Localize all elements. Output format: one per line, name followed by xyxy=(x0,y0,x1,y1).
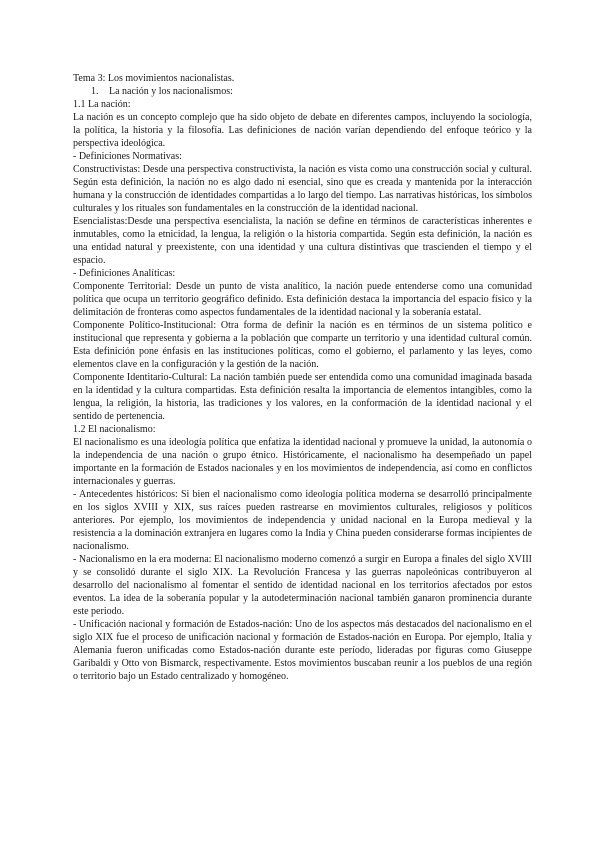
paragraph-identitario: Componente Identitario-Cultural: La nación también puede ser entendida como una comunidad imaginada basada en la identidad y la cultura compartidas. Esta definición resalta la importancia de elementos intangibles, como la lengua, la religión, la historia, las tradiciones y los valores, en la conformación de la identidad nacional y el sentido de pertenencia. xyxy=(73,372,532,422)
subheading-normativas: - Definiciones Normativas: xyxy=(73,151,182,162)
paragraph-constructivistas: Constructivistas: Desde una perspectiva constructivista, la nación es vista como una construcción social y cultural. Según esta definición, la nación no es algo dado ni esencial, sino que es creada y mantenida por la interacción humana y la construcción de identidades compartidas a lo largo del tiempo. Las narrativas históricas, los símbolos culturales y los rituales son fundamentales en la construcción de la identidad nacional. xyxy=(73,164,532,214)
paragraph-nacionalismo: El nacionalismo es una ideología política que enfatiza la identidad nacional y promueve la unidad, la autonomía o la independencia de una nación o grupo étnico. Históricamente, el nacionalismo ha desempeñado un papel importante en la formación de Estados nacionales y en los movimientos de independencia, así como en conflictos internacionales y guerras. xyxy=(73,437,532,487)
list-item-text: La nación y los nacionalismos: xyxy=(109,86,233,97)
paragraph-esencialistas: Esencialistas:Desde una perspectiva esencialista, la nación se define en términos de características inherentes e inmutables, como la etnicidad, la lengua, la religión o la historia compartida. Según esta definición, la nación es una entidad natural y preexistente, con una identidad y una cultura distintivas que trascienden el tiempo y el espacio. xyxy=(73,216,532,266)
paragraph-unificacion: - Unificación nacional y formación de Estados-nación: Uno de los aspectos más destacados del nacionalismo en el siglo XIX fue el proceso de unificación nacional y formación de Estados-nación en Europa. Por ejemplo, Italia y Alemania fueron unificadas como Estados-nación durante este período, lideradas por figuras como Giuseppe Garibaldi y Otto von Bismarck, respectivamente. Estos movimientos buscaban reunir a los pueblos de una región o territorio bajo un Estado centralizado y homogéneo. xyxy=(73,619,532,682)
paragraph-antecedentes: - Antecedentes históricos: Si bien el nacionalismo como ideología política moderna se desarrolló principalmente en los siglos XVIII y XIX, sus raíces pueden rastrearse en movimientos culturales, religiosos y políticos anteriores. Por ejemplo, los movimientos de independencia y unidad nacional en la Europa medieval y la resistencia a la dominación extranjera en lugares como la India y China pueden considerarse formas incipientes de nacionalismo. xyxy=(73,489,532,552)
section-heading-nacion: 1.1 La nación: xyxy=(73,99,131,110)
list-number: 1. xyxy=(91,86,99,97)
paragraph-era-moderna: - Nacionalismo en la era moderna: El nacionalismo moderno comenzó a surgir en Europa a finales del siglo XVIII y se consolidó durante el siglo XIX. La Revolución Francesa y las guerras napoleónicas contribuyeron al desarrollo del nacionalismo al fomentar el sentido de identidad nacional en los territorios afectados por estos eventos. La idea de la soberanía popular y la autodeterminación nacional también ganaron prominencia durante este periodo. xyxy=(73,554,532,617)
numbered-list-item xyxy=(73,85,532,98)
paragraph-territorial: Componente Territorial: Desde un punto de vista analítico, la nación puede entenderse como una comunidad política que ocupa un territorio geográfico definido. Esta definición destaca la importancia del espacio físico y la delimitación de fronteras como aspectos fundamentales de la identidad nacional y la soberanía estatal. xyxy=(73,281,532,318)
paragraph-politico: Componente Político-Institucional: Otra forma de definir la nación es en términos de un sistema político e institucional que representa y gobierna a la población que comparte un territorio y una identidad cultural común. Esta definición pone énfasis en las instituciones políticas, como el gobierno, el parlamento y las leyes, como elementos clave en la configuración y la gestión de la nación. xyxy=(73,320,532,370)
document-title: Tema 3: Los movimientos nacionalistas. xyxy=(73,73,235,84)
paragraph-nacion: La nación es un concepto complejo que ha sido objeto de debate en diferentes campos, incluyendo la sociología, la política, la historia y la filosofía. Las definiciones de nación varían dependiendo del enfoque teórico y la perspectiva ideológica. xyxy=(73,112,532,149)
document-body xyxy=(73,72,532,683)
section-heading-nacionalismo: 1.2 El nacionalismo: xyxy=(73,424,156,435)
subheading-analiticas: - Definiciones Analíticas: xyxy=(73,268,176,279)
